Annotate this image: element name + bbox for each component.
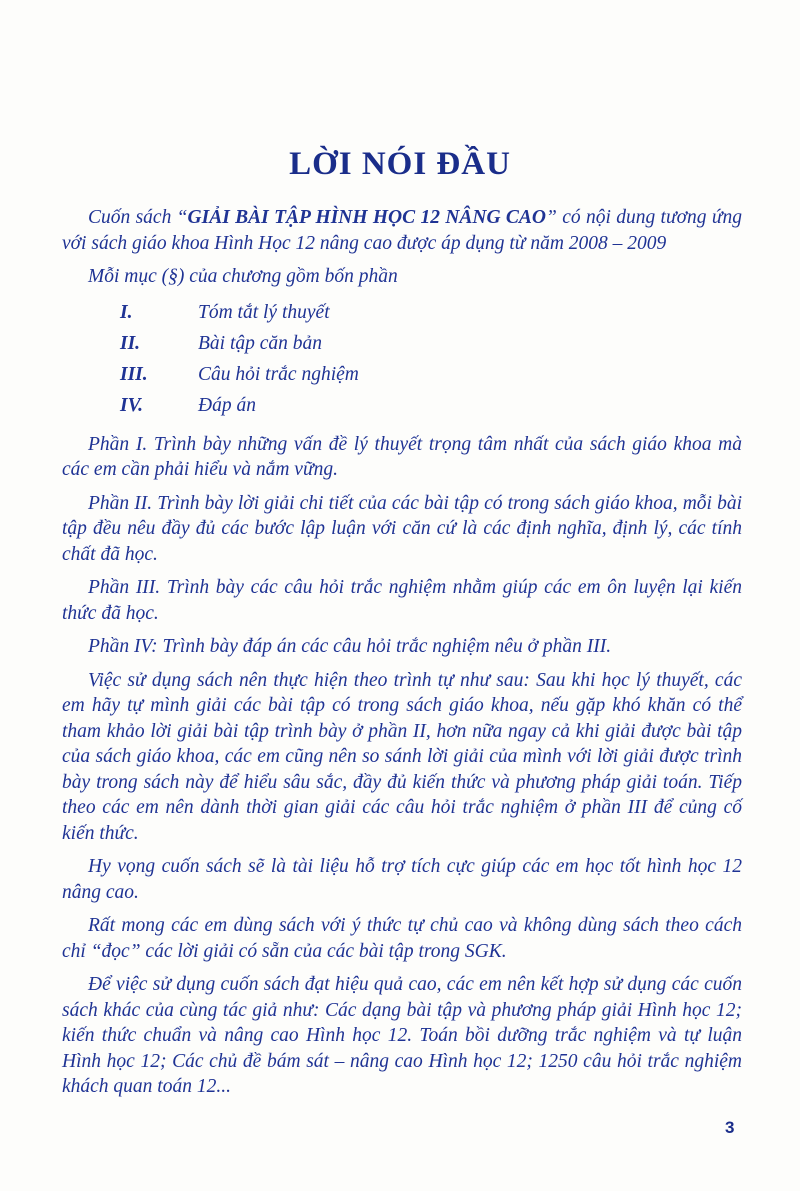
paragraph-usage: Việc sử dụng sách nên thực hiện theo trình tự như sau: Sau khi học lý thuyết, các em hãy tự mình giải các bài tập có trong sách giáo khoa, nếu gặp khó khăn có thể tham khảo lời giải bài tập trình bày ở phần II, hơn nữa ngay cả khi giải được bài tập của sách giáo khoa, các em cũng nên so sánh lời giải của mình với lời giải được trình bày trong sách này để hiểu sâu sắc, đầy đủ kiến thức và phương pháp giải toán. Tiếp theo các em nên dành thời gian giải các câu hỏi trắc nghiệm ở phần III để củng cố kiến thức. xyxy=(62,669,742,844)
part-label: Tóm tắt lý thuyết xyxy=(198,302,330,324)
paragraph-part-4: Phần IV: Trình bày đáp án các câu hỏi trắc nghiệm nêu ở phần III. xyxy=(88,636,612,657)
paragraph-recommendation: Để việc sử dụng cuốn sách đạt hiệu quả cao, các em nên kết hợp sử dụng các cuốn sách khác của cùng tác giả như: Các dạng bài tập và phương pháp giải Hình học 12; kiến thức chuẩn và nâng cao Hình học 12. Toán bồi dưỡng trắc nghiệm và tự luận Hình học 12; Các chủ đề bám sát – nâng cao Hình học 12; 1250 câu hỏi trắc nghiệm khách quan toán 12... xyxy=(62,974,742,1097)
parts-list xyxy=(62,298,742,422)
paragraph-hope: Hy vọng cuốn sách sẽ là tài liệu hỗ trợ tích cực giúp các em học tốt hình học 12 nâng cao. xyxy=(62,856,742,903)
part-label: Bài tập căn bản xyxy=(198,333,323,355)
paragraph-request: Rất mong các em dùng sách với ý thức tự chủ cao và không dùng sách theo cách chỉ “đọc” các lời giải có sẵn của các bài tập trong SGK. xyxy=(62,915,742,962)
preface-body xyxy=(62,205,742,1108)
page-title: LỜI NÓI ĐẦU xyxy=(289,146,511,182)
list-item xyxy=(62,360,742,391)
intro-paragraph xyxy=(62,205,742,256)
sections-intro: Mỗi mục (§) của chương gồm bốn phần xyxy=(88,266,398,287)
part-number: III. xyxy=(120,364,148,386)
paragraph-part-2: Phần II. Trình bày lời giải chi tiết của các bài tập có trong sách giáo khoa, mỗi bài tập đều nêu đầy đủ các bước lập luận với căn cứ là các định nghĩa, định lý, các tính chất đã học. xyxy=(62,492,742,565)
intro-lead: Cuốn sách “ xyxy=(88,207,188,228)
paragraph-part-1: Phần I. Trình bày những vấn đề lý thuyết trọng tâm nhất của sách giáo khoa mà các em cần phải hiểu và nắm vững. xyxy=(62,433,742,480)
paragraph-part-3: Phần III. Trình bày các câu hỏi trắc nghiệm nhằm giúp các em ôn luyện lại kiến thức đã học. xyxy=(62,577,742,624)
page-number: 3 xyxy=(725,1118,735,1137)
part-label: Câu hỏi trắc nghiệm xyxy=(198,364,359,386)
list-item xyxy=(62,329,742,360)
part-number: IV. xyxy=(120,395,143,417)
part-number: II. xyxy=(120,333,141,355)
part-label: Đáp án xyxy=(198,395,256,417)
book-title: GIẢI BÀI TẬP HÌNH HỌC 12 NÂNG CAO xyxy=(187,207,547,228)
part-number: I. xyxy=(120,302,133,324)
list-item xyxy=(62,298,742,329)
list-item xyxy=(62,391,742,422)
intro-rest: ” có nội dung tương ứng với sách giáo khoa Hình Học 12 nâng cao được áp dụng từ năm 2008 – 2009 xyxy=(62,207,742,254)
